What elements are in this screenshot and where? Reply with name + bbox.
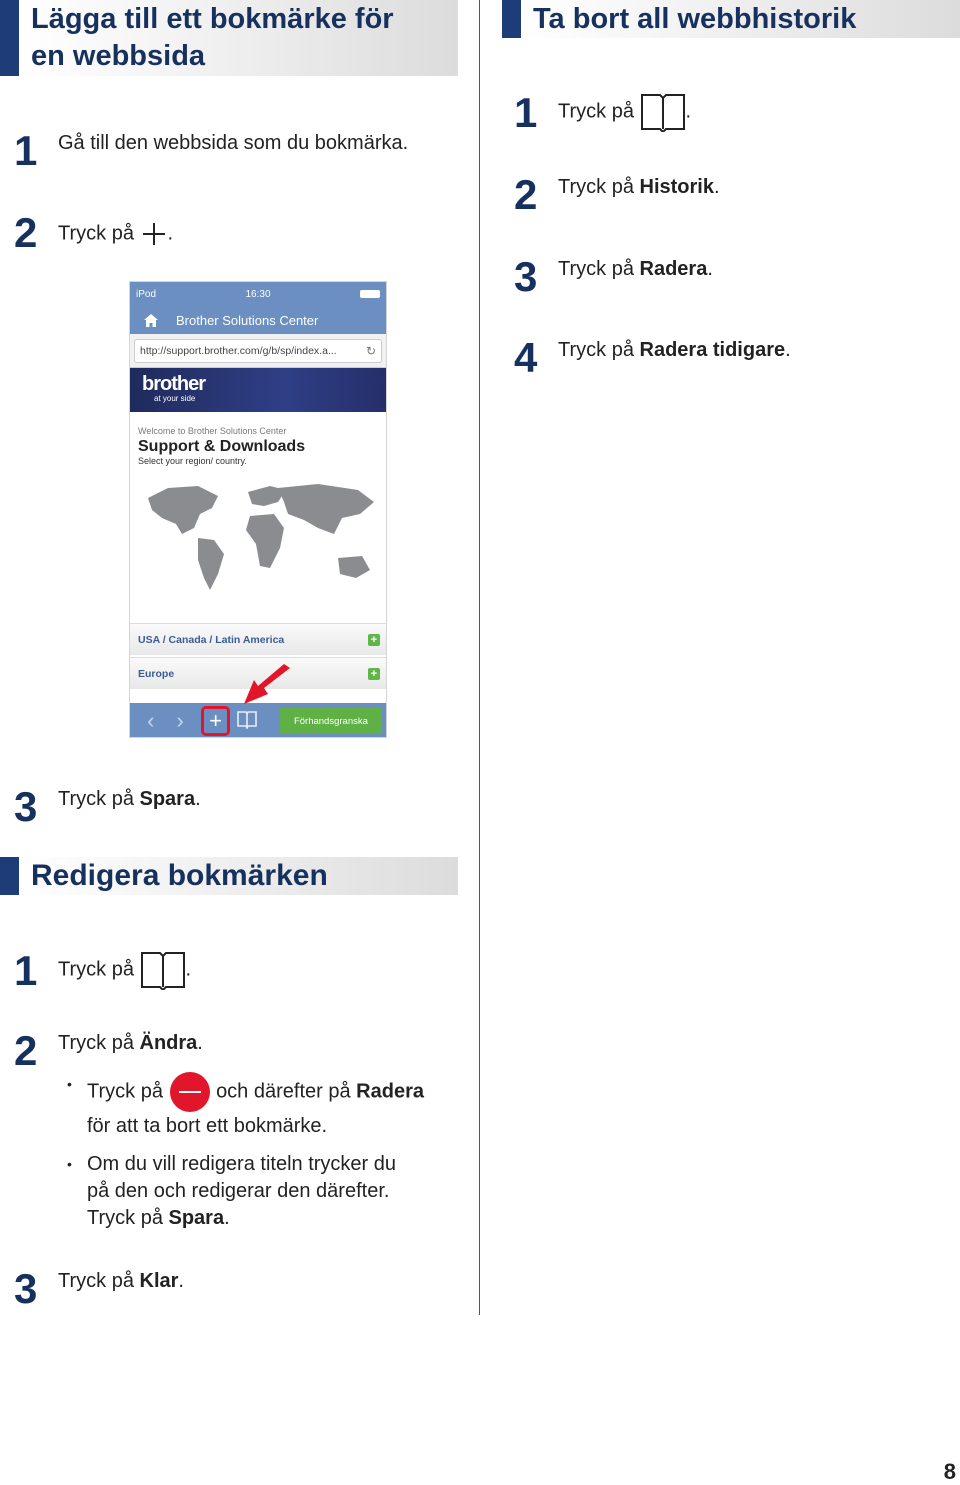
step-text xyxy=(58,220,173,248)
minus-circle-icon xyxy=(169,1071,211,1113)
section-title: Redigera bokmärken xyxy=(31,859,328,892)
bullet-bold: Radera xyxy=(356,1080,424,1103)
home-icon xyxy=(144,314,158,327)
step-bold: Radera tidigare xyxy=(639,339,786,361)
bullet-middle: och därefter på xyxy=(216,1080,357,1103)
step-suffix: . xyxy=(195,788,201,810)
step-text xyxy=(58,950,191,990)
step-text xyxy=(58,786,201,812)
step-text xyxy=(558,174,720,200)
bullet-dot-icon: • xyxy=(67,1076,72,1092)
bullet-dot-icon: • xyxy=(67,1156,72,1172)
expand-plus-icon: + xyxy=(368,634,380,646)
bookmark-book-icon xyxy=(230,709,263,734)
reload-icon: ↻ xyxy=(365,343,376,358)
step-prefix: Tryck på xyxy=(558,258,640,280)
select-region-text: Select your region/ country. xyxy=(138,456,247,466)
step-bold: Ändra xyxy=(139,1032,198,1054)
bullet-line3-prefix: Tryck på xyxy=(87,1207,169,1229)
step-text xyxy=(58,1268,184,1294)
step-suffix: . xyxy=(713,176,720,198)
add-bookmark-plus-icon: + xyxy=(201,706,231,736)
heading-line2: en webbsida xyxy=(31,40,206,72)
bullet-prefix: Tryck på xyxy=(87,1080,163,1103)
heading-line1: Lägga till ett bokmärke för xyxy=(31,3,394,35)
status-time: 16:30 xyxy=(245,288,271,300)
step-suffix: . xyxy=(197,1032,203,1054)
brand-banner xyxy=(130,368,386,412)
step-suffix: . xyxy=(785,339,791,361)
section-heading-edit-bookmarks xyxy=(0,857,458,895)
step-bold: Radera xyxy=(639,258,708,280)
step-number: 3 xyxy=(514,253,538,300)
status-device: iPod xyxy=(136,288,157,300)
section-heading-clear-history xyxy=(502,0,960,38)
bullet-continuation: på den och redigerar den därefter. xyxy=(87,1180,390,1202)
region-row xyxy=(130,623,387,655)
support-heading: Support & Downloads xyxy=(138,438,306,455)
step-text xyxy=(558,337,791,363)
bullet-continuation xyxy=(87,1205,230,1232)
red-arrow-icon xyxy=(240,664,292,708)
step-number: 1 xyxy=(14,947,38,994)
bullet-line3-bold: Spara xyxy=(168,1207,225,1229)
step-suffix: . xyxy=(707,258,713,280)
step-text xyxy=(558,92,691,132)
region-label: Europe xyxy=(138,667,175,680)
plus-icon xyxy=(140,220,168,248)
brand-logo: brother xyxy=(142,373,205,395)
step-prefix: Tryck på xyxy=(558,100,634,123)
brand-tagline: at your side xyxy=(154,394,196,403)
back-icon: ‹ xyxy=(147,708,155,733)
step-number: 1 xyxy=(514,89,538,136)
step-prefix: Tryck på xyxy=(58,958,134,981)
step-suffix: . xyxy=(167,222,174,245)
world-map-icon xyxy=(138,478,384,598)
step-text: Gå till den webbsida som du bokmärka. xyxy=(58,132,409,154)
bullet-line3-suffix: . xyxy=(224,1207,230,1229)
step-number: 1 xyxy=(14,127,38,174)
step-prefix: Tryck på xyxy=(558,339,640,361)
step-number: 2 xyxy=(14,209,38,256)
step-bold: Klar xyxy=(139,1270,179,1292)
step-number: 4 xyxy=(514,334,538,381)
column-divider xyxy=(479,0,480,1315)
step-suffix: . xyxy=(178,1270,184,1292)
step-text xyxy=(558,256,713,282)
site-title: Brother Solutions Center xyxy=(176,312,319,328)
step-number: 2 xyxy=(14,1027,38,1074)
page-number: 8 xyxy=(943,1459,956,1484)
step-prefix: Tryck på xyxy=(558,176,640,198)
step-prefix: Tryck på xyxy=(58,1032,140,1054)
section-heading-add-bookmark xyxy=(0,0,458,76)
step-number: 3 xyxy=(14,1265,38,1312)
region-label: USA / Canada / Latin America xyxy=(138,633,285,646)
expand-plus-icon: + xyxy=(368,668,380,680)
step-bold: Spara xyxy=(139,788,196,810)
step-bold: Historik xyxy=(639,176,714,198)
step-prefix: Tryck på xyxy=(58,788,140,810)
battery-icon xyxy=(360,290,380,298)
step-suffix: . xyxy=(185,958,192,981)
bullet-item xyxy=(67,1151,397,1178)
forward-icon: › xyxy=(176,708,184,733)
step-prefix: Tryck på xyxy=(58,222,134,245)
step-number: 2 xyxy=(514,171,538,218)
step-text xyxy=(58,1030,203,1056)
bullet-continuation: för att ta bort ett bokmärke. xyxy=(87,1115,328,1137)
bullet-item xyxy=(67,1071,424,1113)
step-prefix: Tryck på xyxy=(58,1270,140,1292)
welcome-text: Welcome to Brother Solutions Center xyxy=(138,426,287,436)
url-bar xyxy=(130,334,386,368)
status-bar xyxy=(130,282,386,306)
step-number: 3 xyxy=(14,783,38,830)
page-title-bar xyxy=(130,306,386,334)
step-suffix: . xyxy=(685,100,692,123)
url-text: http://support.brother.com/g/b/sp/index.a... xyxy=(140,344,337,357)
book-icon xyxy=(140,950,186,990)
book-icon xyxy=(640,92,686,132)
preview-button: Förhandsgranska xyxy=(280,708,382,734)
bullet-line1: Om du vill redigera titeln trycker du xyxy=(87,1153,397,1175)
browser-toolbar xyxy=(130,703,387,738)
section-title: Ta bort all webbhistorik xyxy=(533,3,857,35)
